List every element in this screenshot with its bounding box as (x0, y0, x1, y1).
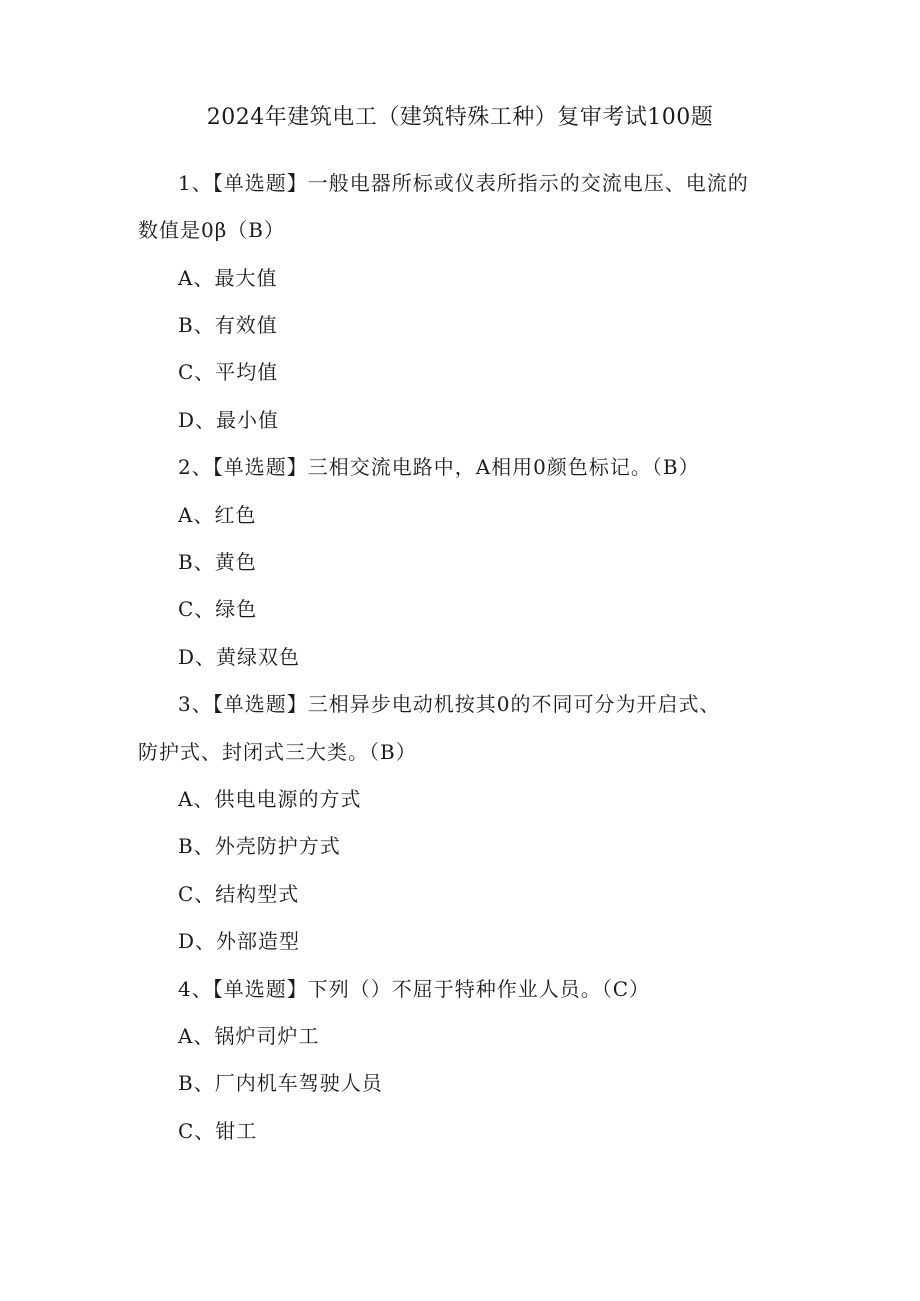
question-2-option-c: C、绿色 (178, 597, 258, 621)
question-1-option-b: B、有效值 (178, 313, 278, 337)
question-4-option-a: A、锅炉司炉工 (178, 1024, 320, 1048)
question-2-option-d: D、黄绿双色 (178, 645, 301, 669)
question-4-option-b: B、厂内机车驾驶人员 (178, 1071, 383, 1095)
question-1-option-a: A、最大值 (178, 266, 278, 290)
question-3-option-d: D、外部造型 (178, 929, 301, 953)
question-2-option-b: B、黄色 (178, 550, 257, 574)
question-3-stem-line-2: 防护式、封闭式三大类。（B） (138, 740, 417, 764)
question-1-stem-line-1: 1、【单选题】一般电器所标或仪表所指示的交流电压、电流的 (178, 171, 749, 195)
question-3-stem-line-1: 3、【单选题】三相异步电动机按其0的不同可分为开启式、 (178, 692, 721, 716)
document-title: 2024年建筑电工（建筑特殊工种）复审考试100题 (206, 105, 714, 130)
question-1-stem-line-2: 数值是0β（B） (138, 218, 285, 242)
question-3-option-c: C、结构型式 (178, 882, 300, 906)
question-4-stem-line-1: 4、【单选题】下列（）不屈于特种作业人员。（C） (178, 977, 651, 1001)
question-3-option-b: B、外壳防护方式 (178, 834, 341, 858)
question-2-stem-line-1: 2、【单选题】三相交流电路中，A相用0颜色标记。（B） (178, 455, 700, 479)
question-2-option-a: A、红色 (178, 503, 257, 527)
question-3-option-a: A、供电电源的方式 (178, 787, 362, 811)
question-1-option-d: D、最小值 (178, 408, 280, 432)
question-1-option-c: C、平均值 (178, 360, 279, 384)
question-4-option-c: C、钳工 (178, 1119, 258, 1143)
